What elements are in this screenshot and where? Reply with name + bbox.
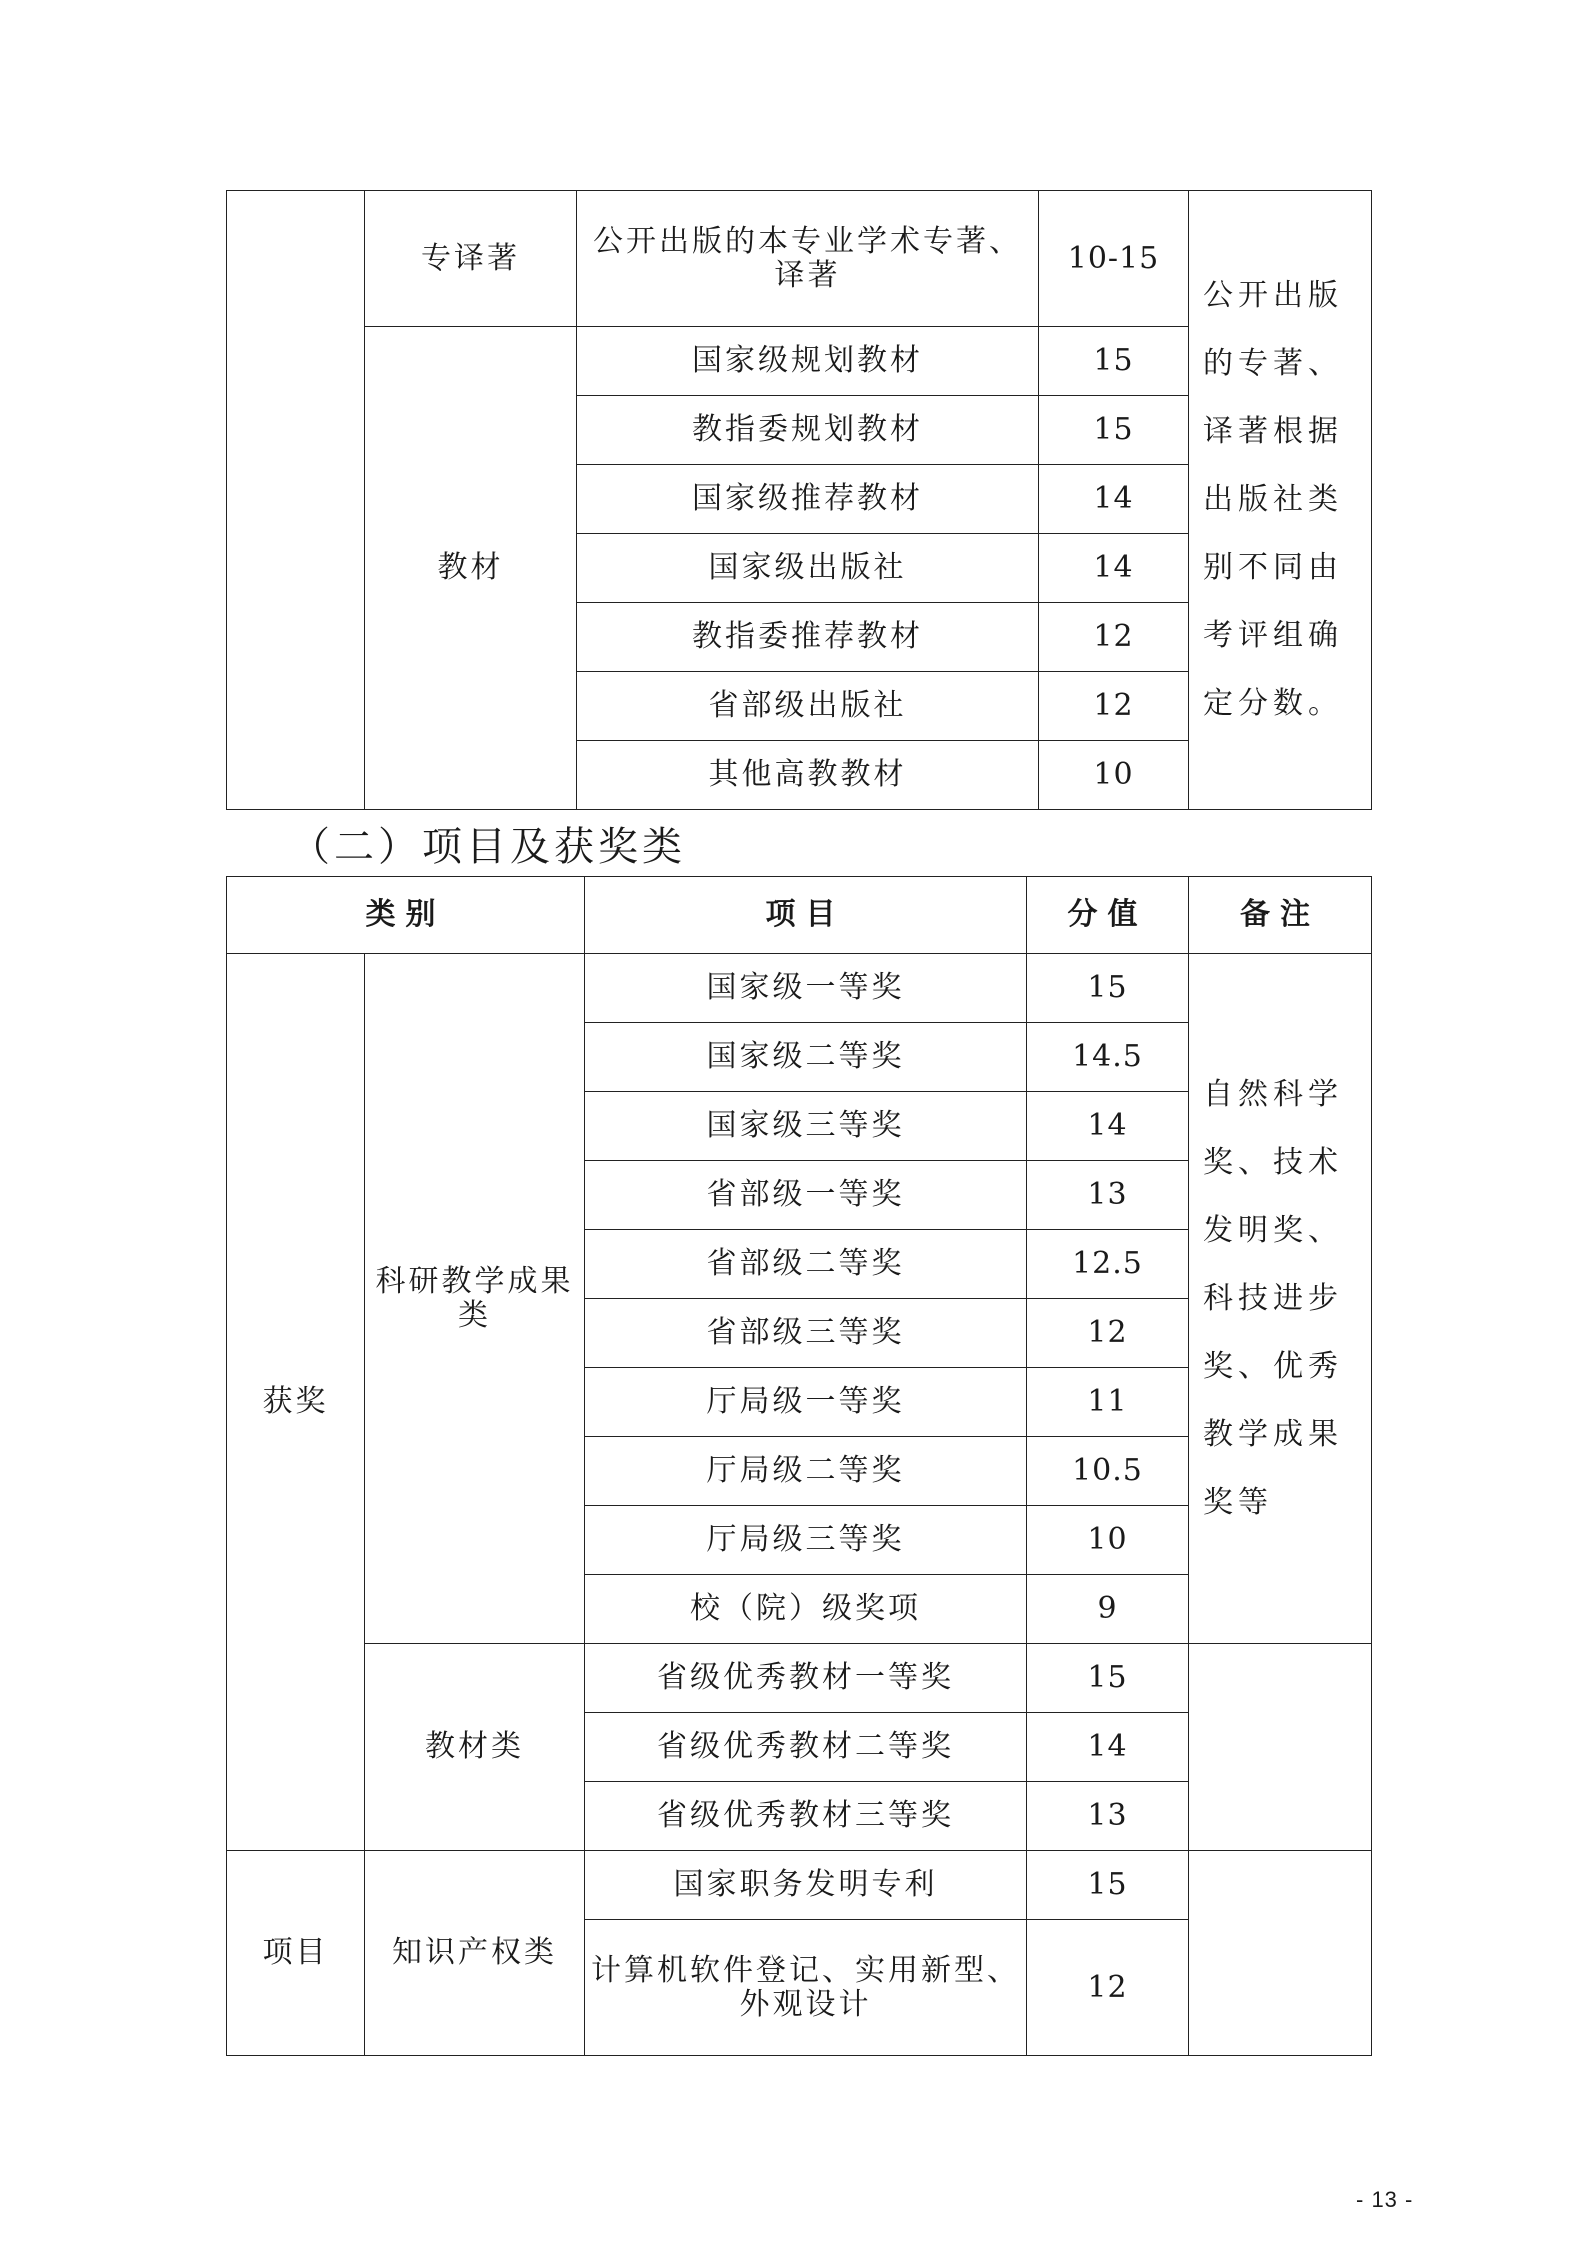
table-cell-item: 省级优秀教材一等奖 — [585, 1644, 1027, 1713]
table-cell-item: 国家级二等奖 — [585, 1023, 1027, 1092]
table-cell-score: 15 — [1027, 1644, 1189, 1713]
category-project: 项目 — [227, 1851, 365, 2056]
header-item: 项目 — [585, 877, 1027, 954]
table-cell-score: 11 — [1027, 1368, 1189, 1437]
table-cell-score: 12 — [1039, 603, 1189, 672]
score-monograph: 10-15 — [1039, 191, 1189, 327]
table-cell-item: 计算机软件登记、实用新型、外观设计 — [585, 1920, 1027, 2056]
table-cell-item: 省部级二等奖 — [585, 1230, 1027, 1299]
header-category: 类别 — [227, 877, 585, 954]
table-cell-score: 15 — [1027, 1851, 1189, 1920]
table-cell-item: 省级优秀教材二等奖 — [585, 1713, 1027, 1782]
table-cell-score: 10 — [1027, 1506, 1189, 1575]
subcategory-textbook: 教材 — [365, 327, 577, 810]
table-cell-score: 13 — [1027, 1161, 1189, 1230]
table-cell-score: 12 — [1027, 1299, 1189, 1368]
table-cell-item: 国家级三等奖 — [585, 1092, 1027, 1161]
table-cell-score: 12.5 — [1027, 1230, 1189, 1299]
item-monograph: 公开出版的本专业学术专著、译著 — [577, 191, 1039, 327]
table-cell-score: 13 — [1027, 1782, 1189, 1851]
remark-research: 自然科学奖、技术发明奖、科技进步奖、优秀教学成果奖等 — [1189, 954, 1372, 1644]
table-cell-item: 国家职务发明专利 — [585, 1851, 1027, 1920]
subcategory-monograph: 专译著 — [365, 191, 577, 327]
table-cell-item: 省部级出版社 — [577, 672, 1039, 741]
table-cell-score: 9 — [1027, 1575, 1189, 1644]
publication-score-table — [226, 190, 1372, 810]
table-cell-score: 14 — [1039, 465, 1189, 534]
table-cell-score: 14 — [1027, 1713, 1189, 1782]
table-cell-item: 省部级一等奖 — [585, 1161, 1027, 1230]
remark-publication: 公开出版的专著、译著根据出版社类别不同由考评组确定分数。 — [1189, 191, 1372, 810]
header-remark: 备注 — [1189, 877, 1372, 954]
page-number: - 13 - — [1356, 2187, 1414, 2212]
table-cell-item: 省部级三等奖 — [585, 1299, 1027, 1368]
category-cell — [227, 191, 365, 810]
table-cell-score: 12 — [1027, 1920, 1189, 2056]
category-award: 获奖 — [227, 954, 365, 1851]
table-cell-score: 10.5 — [1027, 1437, 1189, 1506]
table-cell-score: 15 — [1039, 396, 1189, 465]
table-cell-score: 15 — [1027, 954, 1189, 1023]
table-cell-score: 15 — [1039, 327, 1189, 396]
table-cell-item: 国家级推荐教材 — [577, 465, 1039, 534]
subcategory-textbook-award: 教材类 — [365, 1644, 585, 1851]
table-cell-item: 教指委推荐教材 — [577, 603, 1039, 672]
table-cell-item: 国家级规划教材 — [577, 327, 1039, 396]
remark-empty — [1189, 1644, 1372, 1851]
table-cell-item: 厅局级二等奖 — [585, 1437, 1027, 1506]
table-cell-score: 14 — [1027, 1092, 1189, 1161]
award-project-table — [226, 876, 1372, 2056]
subcategory-research: 科研教学成果类 — [365, 954, 585, 1644]
table-cell-score: 14 — [1039, 534, 1189, 603]
section-heading: （二）项目及获奖类 — [290, 824, 686, 870]
table-cell-item: 校（院）级奖项 — [585, 1575, 1027, 1644]
table-cell-item: 其他高教教材 — [577, 741, 1039, 810]
table-cell-item: 国家级出版社 — [577, 534, 1039, 603]
table-cell-item: 厅局级一等奖 — [585, 1368, 1027, 1437]
remark-empty — [1189, 1851, 1372, 2056]
table-cell-item: 国家级一等奖 — [585, 954, 1027, 1023]
table-cell-score: 10 — [1039, 741, 1189, 810]
table-cell-item: 厅局级三等奖 — [585, 1506, 1027, 1575]
header-score: 分值 — [1027, 877, 1189, 954]
table-cell-score: 12 — [1039, 672, 1189, 741]
table-cell-item: 教指委规划教材 — [577, 396, 1039, 465]
table-cell-item: 省级优秀教材三等奖 — [585, 1782, 1027, 1851]
table-cell-score: 14.5 — [1027, 1023, 1189, 1092]
subcategory-ip: 知识产权类 — [365, 1851, 585, 2056]
